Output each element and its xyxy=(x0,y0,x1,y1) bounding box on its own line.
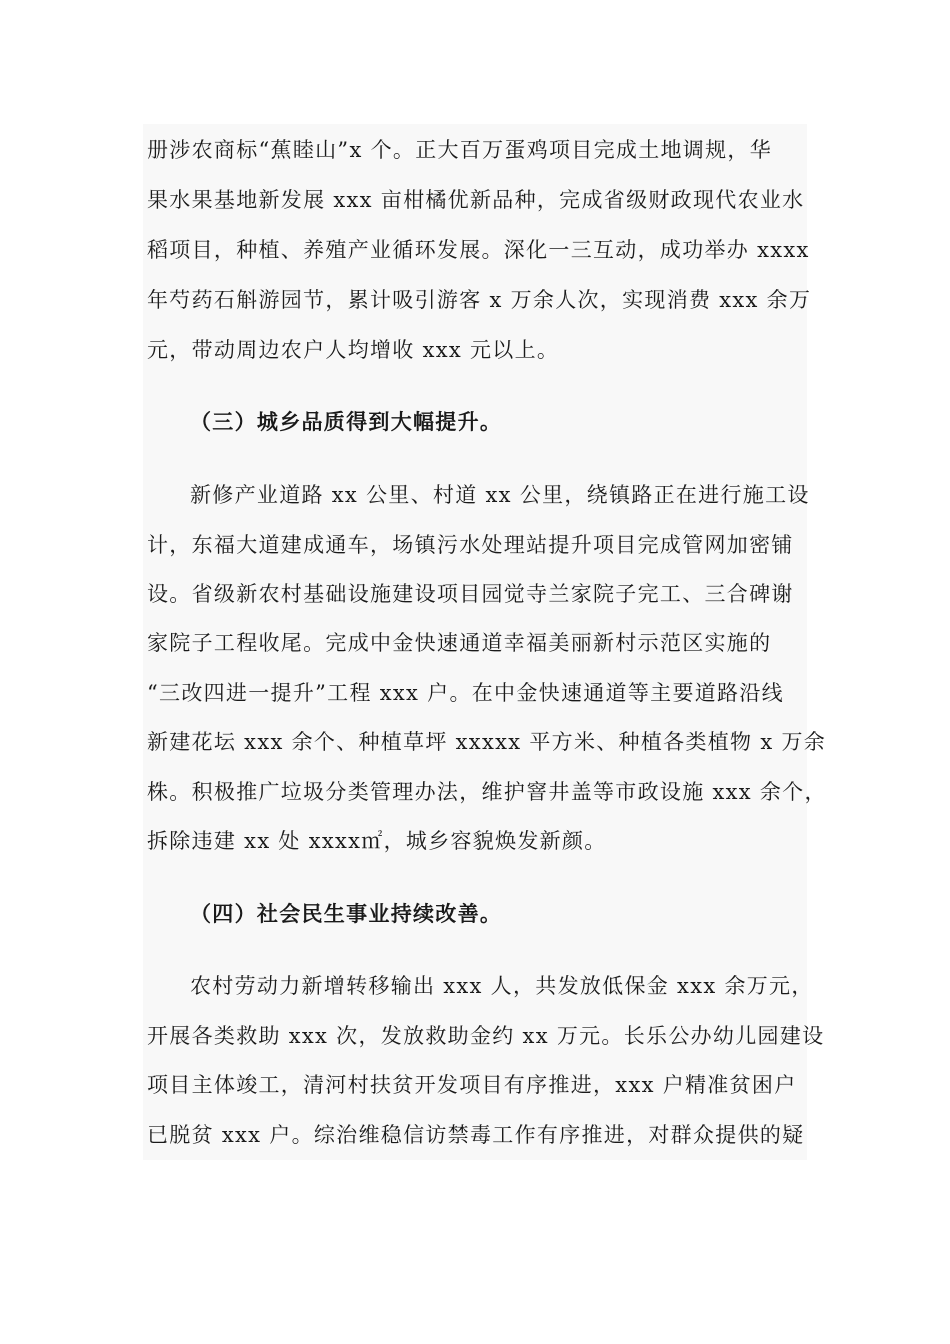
paragraph-line: 新建花坛 xxx 余个、种植草坪 xxxxx 平方米、种植各类植物 x 万余 xyxy=(147,730,827,754)
section-heading: （三）城乡品质得到大幅提升。 xyxy=(190,409,503,434)
paragraph-line: “三改四进一提升”工程 xxx 户。在中金快速通道等主要道路沿线 xyxy=(147,681,784,705)
paragraph-line: 设。省级新农村基础设施建设项目园觉寺兰家院子完工、三合碑谢 xyxy=(147,582,794,606)
paragraph-line: 新修产业道路 xx 公里、村道 xx 公里，绕镇路正在进行施工设 xyxy=(190,483,810,507)
paragraph-line: 开展各类救助 xxx 次，发放救助金约 xx 万元。长乐公办幼儿园建设 xyxy=(147,1024,825,1048)
paragraph-line: 项目主体竣工，清河村扶贫开发项目有序推进，xxx 户精准贫困户 xyxy=(147,1073,797,1097)
paragraph-line: 年芍药石斛游园节，累计吸引游客 x 万余人次，实现消费 xxx 余万 xyxy=(147,288,812,312)
paragraph-line: 计，东福大道建成通车，场镇污水处理站提升项目完成管网加密铺 xyxy=(147,533,794,557)
paragraph-line: 元，带动周边农户人均增收 xxx 元以上。 xyxy=(147,338,560,362)
paragraph-line: 株。积极推广垃圾分类管理办法，维护窨井盖等市政设施 xxx 余个， xyxy=(147,780,827,804)
paragraph-line: 稻项目，种植、养殖产业循环发展。深化一三互动，成功举办 xxxx xyxy=(147,238,810,262)
paragraph-line: 农村劳动力新增转移输出 xxx 人，共发放低保金 xxx 余万元， xyxy=(190,974,814,998)
paragraph-line: 果水果基地新发展 xxx 亩柑橘优新品种，完成省级财政现代农业水 xyxy=(147,188,805,212)
paragraph-line: 已脱贫 xxx 户。综治维稳信访禁毒工作有序推进，对群众提供的疑 xyxy=(147,1123,805,1147)
section-heading: （四）社会民生事业持续改善。 xyxy=(190,901,503,926)
paragraph-line: 家院子工程收尾。完成中金快速通道幸福美丽新村示范区实施的 xyxy=(147,631,772,655)
paragraph-line: 册涉农商标“蕉睦山”x 个。正大百万蛋鸡项目完成土地调规，华 xyxy=(147,138,772,162)
paragraph-line: 拆除违建 xx 处 xxxx㎡，城乡容貌焕发新颜。 xyxy=(147,829,607,853)
